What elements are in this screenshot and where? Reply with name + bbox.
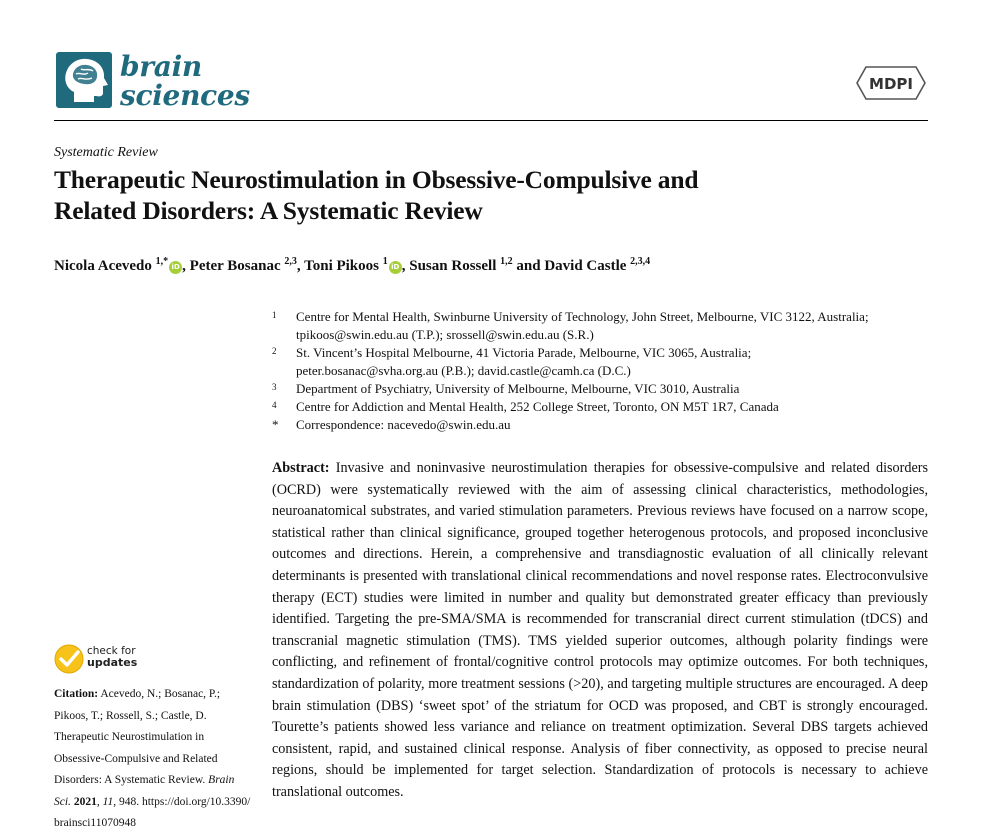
author-affiliation-mark: 2,3 [284, 256, 297, 267]
affiliation-mark: 3 [272, 382, 277, 392]
citation-year: 2021 [73, 795, 97, 808]
citation-title: Therapeutic Neurostimulation in Obsessive-Compulsive and Related Disorders: A Systematic Review. [54, 731, 218, 786]
citation: Citation: Acevedo, N.; Bosanac, P.; Pikoos, T.; Rossell, S.; Castle, D. Therapeutic Neurostimulation in Obsessive-Compulsive and Related Disorders: A Systematic Review. Brain Sci. 2021, 11, 948. https://doi.org/10.3390/brainsci11070948 [54, 688, 251, 829]
affiliation-line: Centre for Mental Health, Swinburne University of Technology, John Street, Melbourne, VIC 3122, Australia; [296, 309, 869, 324]
author-conjunction: and [516, 258, 541, 274]
affiliation-line: tpikoos@swin.edu.au (T.P.); srossell@swin.edu.au (S.R.) [296, 327, 594, 342]
affiliation-item [272, 344, 932, 380]
orcid-icon[interactable]: iD [169, 261, 182, 274]
citation-article: , 948. [113, 795, 140, 808]
author-name[interactable]: Nicola Acevedo [54, 258, 152, 274]
affiliations [272, 308, 932, 434]
article-type: Systematic Review [54, 145, 158, 160]
header-divider [54, 120, 928, 121]
affiliation-line: Department of Psychiatry, University of Melbourne, Melbourne, VIC 3010, Australia [296, 381, 740, 396]
author-affiliation-mark: 1 [382, 256, 388, 267]
author-list [54, 256, 650, 275]
affiliation-mark: 2 [272, 346, 277, 356]
head-silhouette-icon [56, 52, 112, 108]
citation-authors: Acevedo, N.; Bosanac, P.; Pikoos, T.; Rossell, S.; Castle, D. [54, 688, 221, 722]
affiliation-item [272, 416, 932, 434]
citation-volume: 11 [102, 795, 114, 808]
affiliation-mark: * [272, 417, 279, 432]
journal-name-line2: sciences [120, 79, 250, 112]
citation-journal: Brain Sci. [54, 774, 235, 808]
abstract-text: Invasive and noninvasive neurostimulation therapies for obsessive-compulsive and related disorders (OCRD) were systematically reviewed with the aim of assessing clinical characteristics, methodologies, neuroanatomical substrates, and varied stimulation parameters. Previous reviews have focused on a narrow scope, statistical rather than clinical significance, grouped together heterogenous protocols, and proposed inconclusive outcomes and directions. Herein, a comprehensive and transdiagnostic evaluation of all clinically relevant determinants is presented with translational clinical recommendations and novel response rates. Electroconvulsive therapy (ECT) studies were limited in number and quality but demonstrated greater efficacy than previously identified. Targeting the pre-SMA/SMA is recommended for transcranial direct current stimulation (tDCS) and transcranial magnetic stimulation (TMS). TMS yielded superior outcomes, although polarity findings were conflicting, and refinement of frontal/cognitive control protocols may optimize outcomes. For both techniques, standardization of polarity, more treatment sessions (>20), and targeting multiple structures are encouraged. A deep brain stimulation (DBS) ‘sweet spot’ of the striatum for OCD was proposed, and CBT is strongly encouraged. Tourette’s patients showed less variance and reliance on treatment optimization. Several DBS targets achieved consistent, rapid, and sustained clinical response. Analysis of fiber connectivity, as opposed to precise neural regions, should be implemented for target selection. Standardization of protocols is necessary to achieve translational outcomes. [272, 460, 928, 800]
author-name[interactable]: Toni Pikoos [304, 258, 379, 274]
title-line: Related Disorders: A Systematic Review [54, 196, 483, 225]
check-for-updates-line2: updates [87, 656, 138, 669]
author-separator: , [182, 258, 186, 274]
author-separator: , [401, 258, 406, 274]
author-name[interactable]: David Castle [544, 258, 627, 274]
check-for-updates-line1: check for [87, 645, 136, 657]
article-title [54, 164, 928, 226]
check-for-updates[interactable] [87, 645, 137, 669]
author-affiliation-mark: 1,* [155, 256, 169, 267]
author-affiliation-mark: 2,3,4 [630, 256, 651, 267]
citation-label: Citation: [54, 688, 99, 700]
affiliation-line: St. Vincent’s Hospital Melbourne, 41 Victoria Parade, Melbourne, VIC 3065, Australia; [296, 345, 752, 360]
affiliation-mark: 4 [272, 400, 277, 410]
title-line: Therapeutic Neurostimulation in Obsessive-Compulsive and [54, 165, 699, 194]
affiliation-line: Centre for Addiction and Mental Health, 252 College Street, Toronto, ON M5T 1R7, Canada [296, 399, 779, 414]
author-affiliation-mark: 1,2 [500, 256, 513, 267]
affiliation-item [272, 398, 932, 416]
author-name[interactable]: Susan Rossell [409, 258, 497, 274]
abstract-label: Abstract: [272, 460, 330, 476]
mdpi-logo [856, 66, 926, 100]
citation-doi-link[interactable]: https://doi.org/10.3390/brainsci11070948 [54, 795, 251, 829]
publisher-name: MDPI [869, 75, 913, 93]
affiliation-mark: 1 [272, 310, 277, 320]
orcid-icon[interactable]: iD [389, 261, 402, 274]
author-name[interactable]: Peter Bosanac [189, 258, 281, 274]
journal-name [120, 52, 250, 110]
correspondence-line: Correspondence: nacevedo@swin.edu.au [296, 417, 511, 432]
affiliation-line: peter.bosanac@svha.org.au (P.B.); david.castle@camh.ca (D.C.) [296, 363, 631, 378]
abstract [272, 458, 928, 804]
affiliation-item [272, 308, 932, 344]
author-separator: , [296, 258, 301, 274]
journal-name-line1: brain [120, 50, 202, 83]
affiliation-item [272, 380, 932, 398]
